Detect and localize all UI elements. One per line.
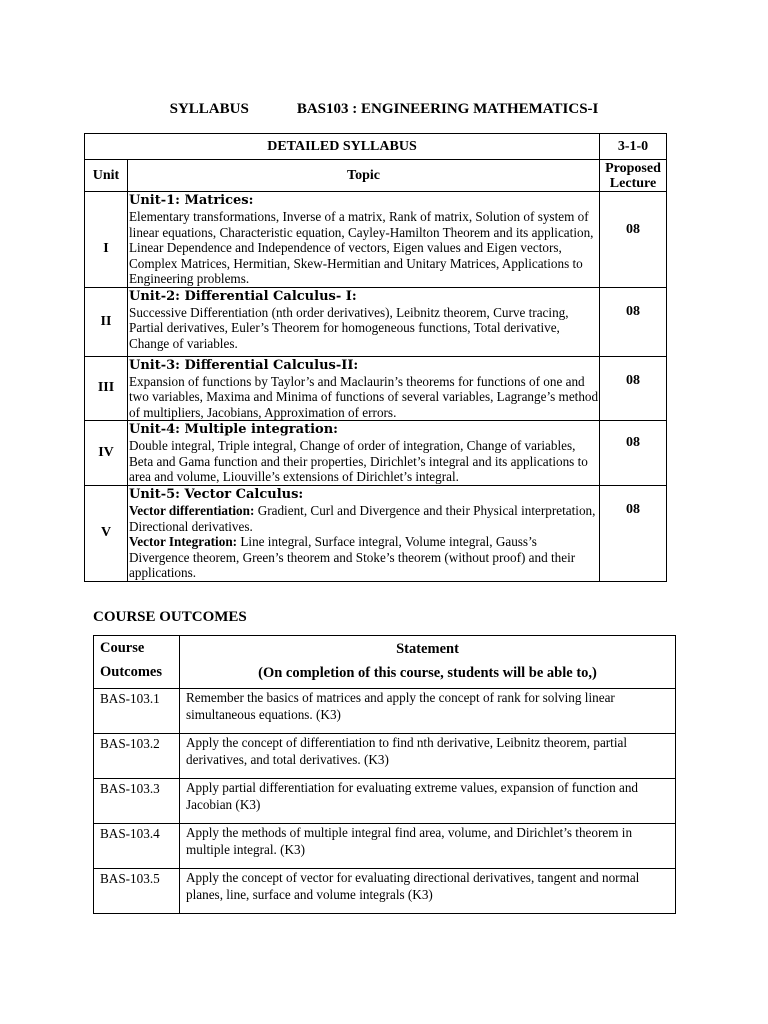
unit-heading: Unit-4: Multiple integration:: [129, 422, 338, 437]
outcome-code: BAS-103.1: [94, 689, 180, 734]
outcome-statement: Apply the methods of multiple integral find area, volume, and Dirichlet’s theorem in multiple integral. (K3): [180, 824, 676, 869]
unit-number: I: [85, 192, 128, 288]
outcomes-header-row: [94, 636, 676, 689]
lecture-header-line2: Lecture: [609, 175, 657, 191]
unit-topic: [128, 486, 600, 582]
title-left: SYLLABUS: [169, 101, 249, 117]
unit-topic: [128, 421, 600, 486]
course-outcomes-title: COURSE OUTCOMES: [93, 609, 247, 625]
unit-lecture-count: 08: [600, 486, 667, 582]
unit-description: [129, 534, 599, 581]
course-outcomes-table: [93, 635, 676, 914]
lecture-header-line1: Proposed: [605, 160, 661, 176]
outcome-code: BAS-103.2: [94, 734, 180, 779]
unit-description: Expansion of functions by Taylor’s and Maclaurin’s theorems for functions of one and two variables, Maxima and Minima of functions of several variables, Lagrange’s method of multipliers, Jacobians, Approximation of errors.: [129, 373, 599, 420]
unit-description: Double integral, Triple integral, Change of order of integration, Change of variables, Beta and Gama function and their properties, Dirichlet’s integral and its applications to area and volume, Liouville’s extensions of Dirichlet’s integral.: [129, 438, 588, 484]
unit-topic: [128, 356, 600, 421]
outcomes-statement-header-line2: (On completion of this course, students will be able to,): [258, 665, 597, 681]
unit-number: III: [85, 356, 128, 421]
syllabus-unit-row: [85, 486, 667, 582]
outcomes-code-header-line1: Course: [100, 640, 145, 656]
unit-description: Successive Differentiation (nth order derivatives), Leibnitz theorem, Curve tracing, Partial derivatives, Euler’s Theorem for homogeneous functions, Total derivative, Change of variables.: [129, 304, 569, 351]
vector-differentiation-text: Gradient, Curl and Divergence and their Physical interpretation, Directional derivatives.: [129, 503, 596, 534]
unit-number: II: [85, 287, 128, 356]
unit-lecture-count: 08: [600, 287, 667, 356]
outcomes-statement-header-line1: Statement: [396, 641, 459, 657]
syllabus-table: [84, 133, 667, 582]
unit-lecture-count: 08: [600, 421, 667, 486]
unit-description: Elementary transformations, Inverse of a matrix, Rank of matrix, Solution of system of linear equations, Characteristic equation, Cayley-Hamilton Theorem and its application, Linear Dependence and Independence of vectors, Eigen values and Eigen vectors, Complex Matrices, Hermitian, Skew-Hermitian and Unitary Matrices, Applications to Engineering problems.: [129, 209, 594, 286]
unit-heading: Unit-1: Matrices:: [129, 193, 254, 208]
topic-column-header: Topic: [128, 160, 600, 192]
syllabus-unit-row: [85, 287, 667, 356]
outcomes-statement-header: [180, 636, 676, 689]
unit-topic: [128, 192, 600, 288]
unit-number: V: [85, 486, 128, 582]
unit-topic: [128, 287, 600, 356]
syllabus-unit-row: [85, 356, 667, 421]
outcome-code: BAS-103.4: [94, 824, 180, 869]
outcome-row: [94, 734, 676, 779]
detailed-syllabus-header: DETAILED SYLLABUS: [85, 134, 600, 160]
outcome-statement: Apply the concept of vector for evaluating directional derivatives, tangent and normal planes, line, surface and volume integrals (K3): [180, 869, 676, 914]
syllabus-header-row: [85, 134, 667, 160]
document-title: [0, 101, 768, 118]
vector-differentiation-label: Vector differentiation:: [129, 503, 255, 518]
outcome-statement: Apply partial differentiation for evaluating extreme values, expansion of function and Jacobian (K3): [180, 779, 676, 824]
outcome-row: [94, 869, 676, 914]
syllabus-unit-row: [85, 421, 667, 486]
outcome-row: [94, 824, 676, 869]
outcome-row: [94, 779, 676, 824]
lecture-column-header: [600, 160, 667, 192]
vector-integration-text: Line integral, Surface integral, Volume integral, Gauss’s Divergence theorem, Green’s theorem and Stoke’s theorem (without proof) and their applications.: [129, 534, 576, 580]
outcomes-code-header-line2: Outcomes: [100, 664, 163, 680]
unit-column-header: Unit: [85, 160, 128, 192]
title-right: BAS103 : ENGINEERING MATHEMATICS-I: [296, 101, 599, 117]
unit-heading: Unit-5: Vector Calculus:: [129, 487, 304, 502]
unit-heading: Unit-3: Differential Calculus-II:: [129, 357, 359, 373]
outcome-code: BAS-103.5: [94, 869, 180, 914]
syllabus-column-row: [85, 160, 667, 192]
outcome-statement: Apply the concept of differentiation to find nth derivative, Leibnitz theorem, partial derivatives, and total derivatives. (K3): [180, 734, 676, 779]
unit-lecture-count: 08: [600, 192, 667, 288]
credits-header: 3-1-0: [600, 134, 667, 160]
unit-description: [129, 503, 599, 534]
outcome-statement: Remember the basics of matrices and apply the concept of rank for solving linear simultaneous equations. (K3): [180, 689, 676, 734]
unit-number: IV: [85, 421, 128, 486]
outcomes-code-header: [94, 636, 180, 689]
syllabus-unit-row: [85, 192, 667, 288]
vector-integration-label: Vector Integration:: [129, 534, 238, 549]
unit-lecture-count: 08: [600, 356, 667, 421]
unit-heading: Unit-2: Differential Calculus- I:: [129, 288, 357, 304]
outcome-code: BAS-103.3: [94, 779, 180, 824]
outcome-row: [94, 689, 676, 734]
